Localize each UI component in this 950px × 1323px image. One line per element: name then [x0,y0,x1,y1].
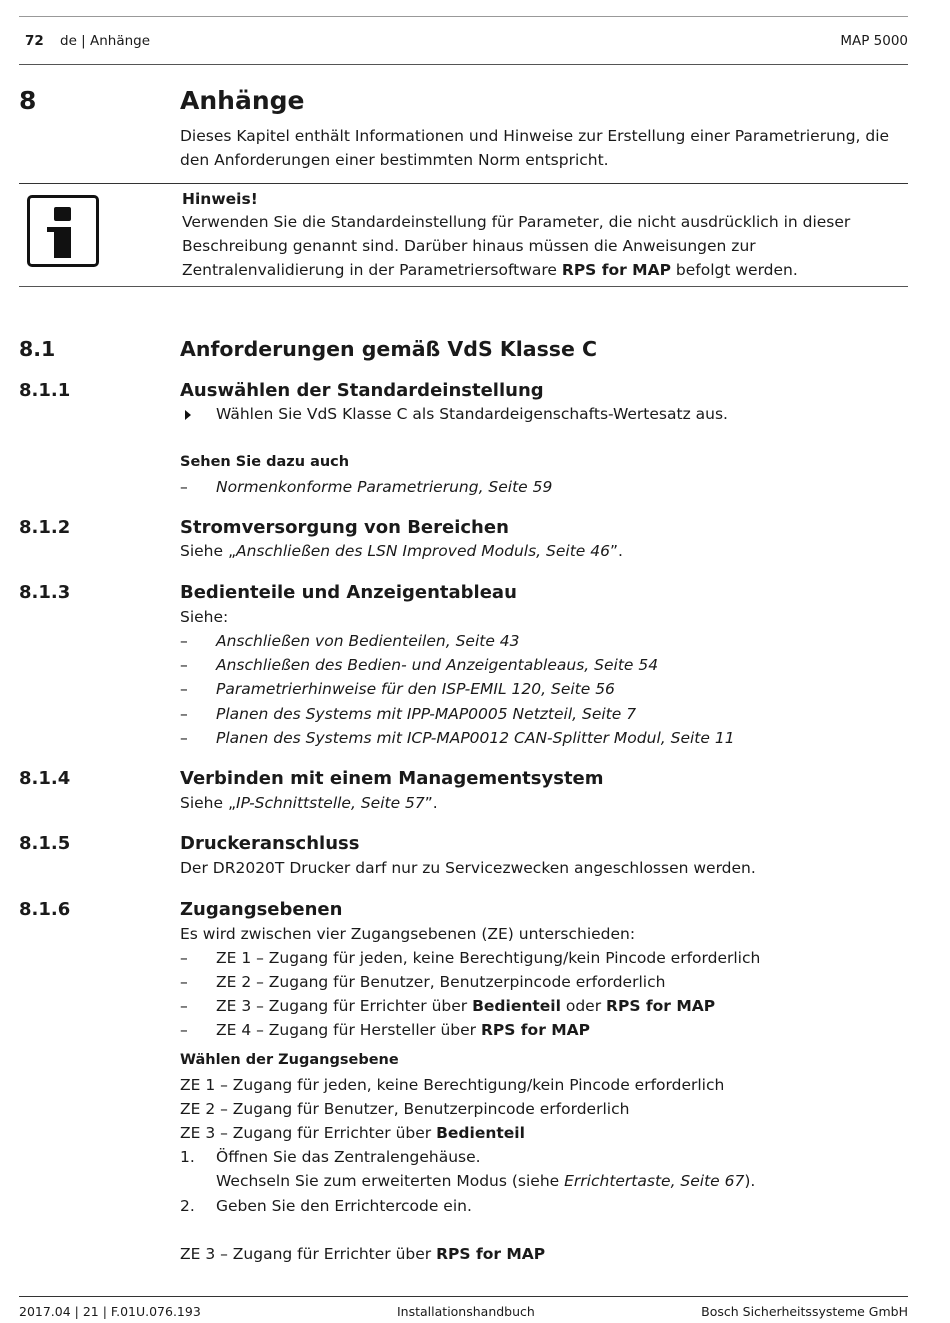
select-level-line: ZE 3 – Zugang für Errichter über Bedienteil [180,1124,525,1142]
select-level-line: ZE 3 – Zugang für Errichter über RPS for MAP [180,1245,546,1263]
section-8-1-6-title: Zugangsebenen [180,899,343,920]
chapter-intro-line-2: den Anforderungen einer bestimmten Norm entspricht. [180,151,609,169]
notice-bottom-rule [19,286,908,287]
section-8-1-5-title: Druckeranschluss [180,833,360,854]
section-8-1-3-intro: Siehe: [180,608,229,626]
list-item[interactable]: Anschließen des Bedien- und Anzeigentableaus, Seite 54 [216,656,659,674]
step-number: 1. [180,1148,195,1166]
chapter-intro-line-1: Dieses Kapitel enthält Informationen und Hinweise zur Erstellung einer Parametrierung, die [180,127,890,145]
list-item[interactable]: Anschließen von Bedienteilen, Seite 43 [216,632,520,650]
section-8-1-number: 8.1 [19,337,56,361]
notice-line-2: Beschreibung genannt sind. Darüber hinaus müssen die Anweisungen zur [182,237,756,255]
list-dash: – [180,729,188,747]
header-section: de | Anhänge [60,33,151,49]
list-dash: – [180,973,188,991]
section-8-1-3-number: 8.1.3 [19,582,71,603]
section-8-1-4-text: Siehe „IP-Schnittstelle, Seite 57”. [180,794,438,812]
chapter-title: Anhänge [180,86,305,115]
cross-reference-link[interactable]: Anschließen des LSN Improved Moduls, Seite 46 [236,542,610,560]
list-dash: – [180,478,188,496]
section-8-1-1-number: 8.1.1 [19,380,71,401]
header-top-rule [19,16,908,17]
chapter-number: 8 [19,86,37,115]
section-8-1-3-title: Bedienteile und Anzeigentableau [180,582,517,603]
notice-title: Hinweis! [182,190,258,208]
see-also-link[interactable]: Normenkonforme Parametrierung, Seite 59 [216,478,553,496]
step-text: Wechseln Sie zum erweiterten Modus (siehe Errichtertaste, Seite 67). [216,1172,756,1190]
notice-top-rule [19,183,908,184]
access-level-item: ZE 1 – Zugang für jeden, keine Berechtigung/kein Pincode erforderlich [216,949,761,967]
section-8-1-2-number: 8.1.2 [19,517,71,538]
section-8-1-1-step: Wählen Sie VdS Klasse C als Standardeigenschafts-Wertesatz aus. [216,405,728,423]
section-8-1-4-number: 8.1.4 [19,768,71,789]
notice-line-1: Verwenden Sie die Standardeinstellung für Parameter, die nicht ausdrücklich in dieser [182,213,851,231]
section-8-1-5-number: 8.1.5 [19,833,71,854]
select-level-title: Wählen der Zugangsebene [180,1052,399,1068]
list-dash: – [180,1021,188,1039]
see-also-title: Sehen Sie dazu auch [180,454,350,470]
step-arrow-icon [185,410,191,420]
list-dash: – [180,680,188,698]
info-icon [27,195,99,267]
list-item[interactable]: Planen des Systems mit IPP-MAP0005 Netzteil, Seite 7 [216,705,637,723]
step-text: Öffnen Sie das Zentralengehäuse. [216,1148,481,1166]
list-dash: – [180,632,188,650]
section-8-1-5-text: Der DR2020T Drucker darf nur zu Servicezwecken angeschlossen werden. [180,859,756,877]
footer-center: Installationshandbuch [397,1304,535,1319]
step-text: Geben Sie den Errichtercode ein. [216,1197,472,1215]
list-dash: – [180,656,188,674]
list-dash: – [180,949,188,967]
notice-line-3: Zentralenvalidierung in der Parametriersoftware RPS for MAP befolgt werden. [182,261,798,279]
list-item[interactable]: Parametrierhinweise für den ISP-EMIL 120, Seite 56 [216,680,615,698]
section-8-1-1-title: Auswählen der Standardeinstellung [180,380,544,401]
section-8-1-6-number: 8.1.6 [19,899,71,920]
footer-right: Bosch Sicherheitssysteme GmbH [701,1304,908,1319]
access-level-item: ZE 2 – Zugang für Benutzer, Benutzerpincode erforderlich [216,973,666,991]
list-dash: – [180,997,188,1015]
footer-rule [19,1296,908,1297]
list-dash: – [180,705,188,723]
section-8-1-4-title: Verbinden mit einem Managementsystem [180,768,604,789]
footer-left: 2017.04 | 21 | F.01U.076.193 [19,1304,201,1319]
select-level-line: ZE 1 – Zugang für jeden, keine Berechtigung/kein Pincode erforderlich [180,1076,725,1094]
header-product: MAP 5000 [840,33,908,49]
header-bottom-rule [19,64,908,65]
access-level-item: ZE 4 – Zugang für Hersteller über RPS for MAP [216,1021,591,1039]
cross-reference-link[interactable]: IP-Schnittstelle, Seite 57 [236,794,425,812]
section-8-1-6-intro: Es wird zwischen vier Zugangsebenen (ZE) unterschieden: [180,925,636,943]
section-8-1-title: Anforderungen gemäß VdS Klasse C [180,337,598,361]
section-8-1-2-text: Siehe „Anschließen des LSN Improved Moduls, Seite 46”. [180,542,623,560]
select-level-line: ZE 2 – Zugang für Benutzer, Benutzerpincode erforderlich [180,1100,630,1118]
step-number: 2. [180,1197,195,1215]
section-8-1-2-title: Stromversorgung von Bereichen [180,517,509,538]
access-level-item: ZE 3 – Zugang für Errichter über Bedienteil oder RPS for MAP [216,997,716,1015]
list-item[interactable]: Planen des Systems mit ICP-MAP0012 CAN-Splitter Modul, Seite 11 [216,729,735,747]
page-number: 72 [25,33,44,49]
cross-reference-link[interactable]: Errichtertaste, Seite 67 [564,1172,745,1190]
